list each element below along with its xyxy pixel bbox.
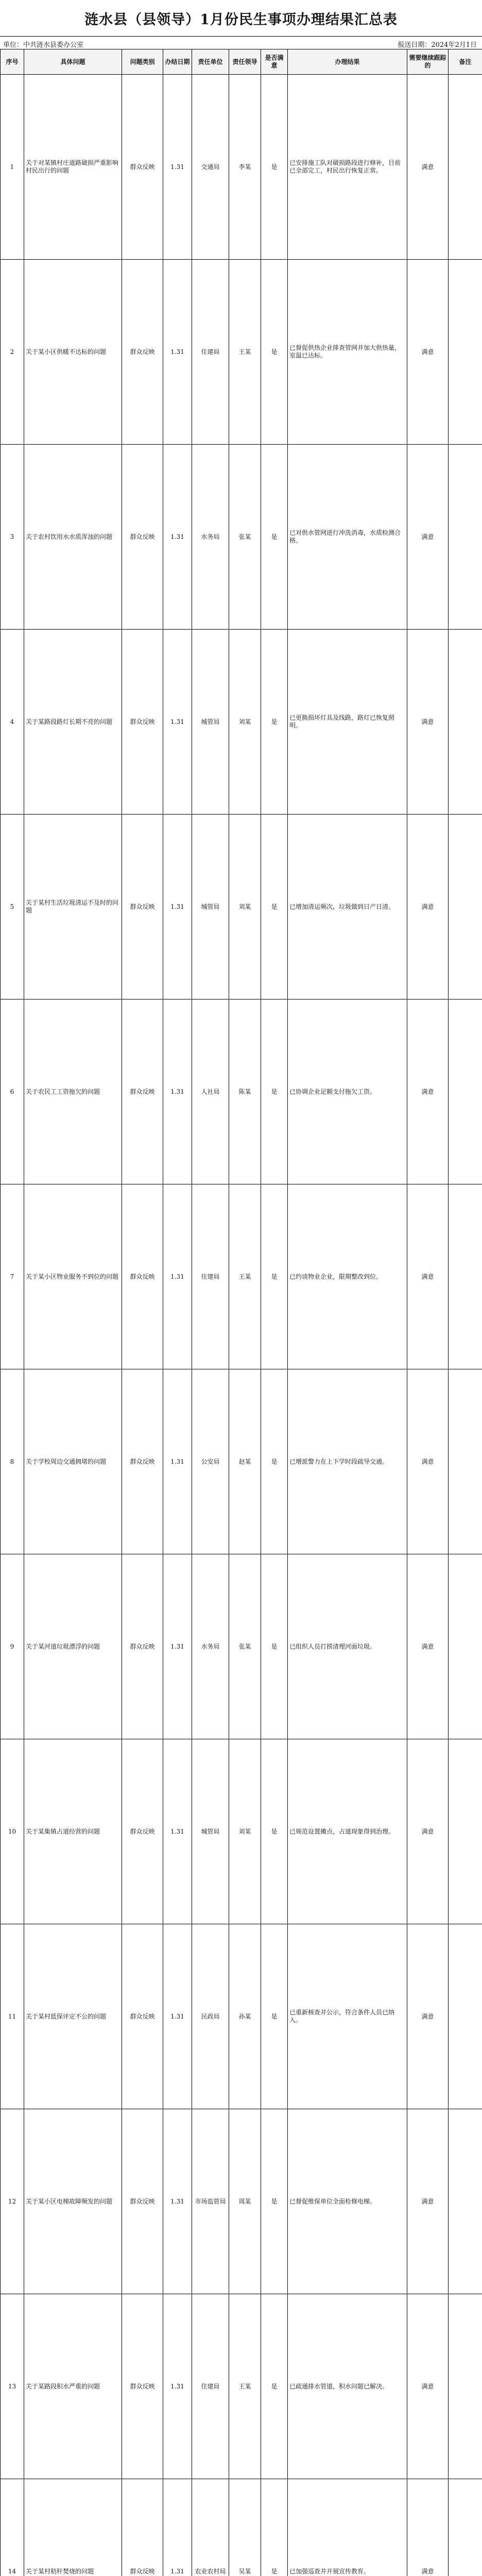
- cell-no: 2: [1, 260, 24, 445]
- cell-leader: 李某: [229, 75, 261, 260]
- cell-note: [449, 1739, 482, 1924]
- cell-category: 群众反映: [122, 1739, 163, 1924]
- cell-issue: 关于某小区物业服务不到位的问题: [24, 1184, 122, 1369]
- cell-ok: 是: [261, 2294, 288, 2479]
- cell-result: 已疏通排水管道，积水问题已解决。: [288, 2294, 407, 2479]
- cell-leader: 王某: [229, 2294, 261, 2479]
- cell-category: 群众反映: [122, 445, 163, 630]
- cell-note: [449, 1184, 482, 1369]
- cell-unit: 交通局: [192, 75, 229, 260]
- table-row: [1, 260, 482, 445]
- cell-unit: 住建局: [192, 260, 229, 445]
- cell-unit: 城管局: [192, 630, 229, 815]
- cell-no: 7: [1, 1184, 24, 1369]
- cell-leader: 王某: [229, 1184, 261, 1369]
- col-header-follow: 需要继续跟踪的: [407, 49, 449, 75]
- table-row: [1, 1369, 482, 1554]
- cell-result: 已约谈物业企业，限期整改到位。: [288, 1184, 407, 1369]
- cell-category: 群众反映: [122, 2479, 163, 2576]
- cell-unit: 住建局: [192, 1184, 229, 1369]
- cell-unit: 城管局: [192, 815, 229, 999]
- cell-no: 5: [1, 815, 24, 999]
- cell-date: 1.31: [163, 260, 192, 445]
- cell-no: 13: [1, 2294, 24, 2479]
- cell-ok: 是: [261, 630, 288, 815]
- unit-label: 单位：中共涟水县委办公室: [3, 41, 84, 49]
- table-row: [1, 2109, 482, 2294]
- cell-issue: 关于某集镇占道经营的问题: [24, 1739, 122, 1924]
- cell-follow: 满意: [407, 75, 449, 260]
- cell-no: 4: [1, 630, 24, 815]
- col-header-issue: 具体问题: [24, 49, 122, 75]
- cell-date: 1.31: [163, 2109, 192, 2294]
- cell-ok: 是: [261, 1369, 288, 1554]
- cell-issue: 关于农民工工资拖欠的问题: [24, 999, 122, 1184]
- report-date-label: 报送日期：: [398, 41, 432, 49]
- cell-note: [449, 815, 482, 999]
- cell-date: 1.31: [163, 630, 192, 815]
- cell-leader: 赵某: [229, 1369, 261, 1554]
- cell-unit: 公安局: [192, 1369, 229, 1554]
- cell-leader: 刘某: [229, 1739, 261, 1924]
- cell-note: [449, 2479, 482, 2576]
- cell-ok: 是: [261, 815, 288, 999]
- col-header-result: 办理结果: [288, 49, 407, 75]
- cell-ok: 是: [261, 75, 288, 260]
- cell-follow: 满意: [407, 2479, 449, 2576]
- cell-no: 1: [1, 75, 24, 260]
- cell-category: 群众反映: [122, 2294, 163, 2479]
- cell-follow: 满意: [407, 260, 449, 445]
- cell-unit: 住建局: [192, 2294, 229, 2479]
- cell-issue: 关于农村饮用水水质浑浊的问题: [24, 445, 122, 630]
- table-header-row: [1, 49, 482, 75]
- cell-result: 已协调企业足额支付拖欠工资。: [288, 999, 407, 1184]
- table-row: [1, 630, 482, 815]
- report-date: [398, 39, 477, 49]
- meta-bar: [0, 36, 482, 49]
- cell-date: 1.31: [163, 1924, 192, 2109]
- table-row: [1, 1739, 482, 1924]
- cell-unit: 民政局: [192, 1924, 229, 2109]
- cell-date: 1.31: [163, 1184, 192, 1369]
- cell-unit: 市场监管局: [192, 2109, 229, 2294]
- cell-category: 群众反映: [122, 1184, 163, 1369]
- cell-result: 已增派警力在上下学时段疏导交通。: [288, 1369, 407, 1554]
- cell-no: 9: [1, 1554, 24, 1739]
- col-header-date: 办结日期: [163, 49, 192, 75]
- table-row: [1, 445, 482, 630]
- cell-issue: 关于某村秸秆焚烧的问题: [24, 2479, 122, 2576]
- cell-note: [449, 445, 482, 630]
- cell-note: [449, 1369, 482, 1554]
- cell-note: [449, 75, 482, 260]
- cell-issue: 关于某路段路灯长期不亮的问题: [24, 630, 122, 815]
- cell-unit: 人社局: [192, 999, 229, 1184]
- cell-no: 8: [1, 1369, 24, 1554]
- cell-category: 群众反映: [122, 1554, 163, 1739]
- cell-unit: 城管局: [192, 1739, 229, 1924]
- cell-leader: 张某: [229, 445, 261, 630]
- cell-date: 1.31: [163, 1554, 192, 1739]
- cell-follow: 满意: [407, 1924, 449, 2109]
- cell-issue: 关于某河道垃圾漂浮的问题: [24, 1554, 122, 1739]
- table-row: [1, 75, 482, 260]
- cell-no: 11: [1, 1924, 24, 2109]
- cell-date: 1.31: [163, 75, 192, 260]
- col-header-leader: 责任领导: [229, 49, 261, 75]
- col-header-note: 备注: [449, 49, 482, 75]
- cell-ok: 是: [261, 2109, 288, 2294]
- cell-leader: 周某: [229, 2109, 261, 2294]
- table-row: [1, 2479, 482, 2576]
- cell-category: 群众反映: [122, 2109, 163, 2294]
- cell-result: 已督促维保单位全面检修电梯。: [288, 2109, 407, 2294]
- cell-ok: 是: [261, 999, 288, 1184]
- cell-leader: 陈某: [229, 999, 261, 1184]
- cell-result: 已安排施工队对破损路段进行修补，目前已全部完工，村民出行恢复正常。: [288, 75, 407, 260]
- table-row: [1, 2294, 482, 2479]
- cell-ok: 是: [261, 1739, 288, 1924]
- col-header-no: 序号: [1, 49, 24, 75]
- results-table: [0, 49, 482, 2576]
- cell-result: 已督促供热企业排查管网并加大供热量，室温已达标。: [288, 260, 407, 445]
- cell-date: 1.31: [163, 999, 192, 1184]
- cell-follow: 满意: [407, 1554, 449, 1739]
- cell-no: 10: [1, 1739, 24, 1924]
- cell-follow: 满意: [407, 445, 449, 630]
- cell-follow: 满意: [407, 1739, 449, 1924]
- cell-issue: 关于对某镇村庄道路破损严重影响村民出行的问题: [24, 75, 122, 260]
- cell-result: 已更换损坏灯具及线路，路灯已恢复照明。: [288, 630, 407, 815]
- table-row: [1, 1184, 482, 1369]
- cell-date: 1.31: [163, 1369, 192, 1554]
- cell-note: [449, 1924, 482, 2109]
- cell-follow: 满意: [407, 1184, 449, 1369]
- cell-ok: 是: [261, 1924, 288, 2109]
- table-body: [1, 75, 482, 2576]
- cell-result: 已增加清运频次，垃圾做到日产日清。: [288, 815, 407, 999]
- cell-unit: 农业农村局: [192, 2479, 229, 2576]
- cell-category: 群众反映: [122, 1369, 163, 1554]
- col-header-category: 问题类别: [122, 49, 163, 75]
- cell-note: [449, 999, 482, 1184]
- cell-category: 群众反映: [122, 630, 163, 815]
- cell-ok: 是: [261, 1554, 288, 1739]
- cell-result: 已加强巡查并开展宣传教育。: [288, 2479, 407, 2576]
- table-row: [1, 1924, 482, 2109]
- cell-no: 6: [1, 999, 24, 1184]
- cell-ok: 是: [261, 260, 288, 445]
- cell-unit: 水务局: [192, 445, 229, 630]
- cell-date: 1.31: [163, 1739, 192, 1924]
- col-header-unit: 责任单位: [192, 49, 229, 75]
- cell-leader: 吴某: [229, 2479, 261, 2576]
- cell-issue: 关于某小区电梯故障频发的问题: [24, 2109, 122, 2294]
- cell-note: [449, 2294, 482, 2479]
- page-title: 涟水县（县领导）1月份民生事项办理结果汇总表: [84, 12, 398, 28]
- cell-note: [449, 1554, 482, 1739]
- cell-leader: 刘某: [229, 630, 261, 815]
- cell-ok: 是: [261, 445, 288, 630]
- cell-issue: 关于某村生活垃圾清运不及时的问题: [24, 815, 122, 999]
- cell-follow: 满意: [407, 630, 449, 815]
- cell-note: [449, 630, 482, 815]
- cell-result: 已规范设置摊点，占道现象得到治理。: [288, 1739, 407, 1924]
- cell-no: 12: [1, 2109, 24, 2294]
- cell-issue: 关于学校周边交通拥堵的问题: [24, 1369, 122, 1554]
- cell-ok: 是: [261, 1184, 288, 1369]
- cell-date: 1.31: [163, 2294, 192, 2479]
- cell-follow: 满意: [407, 2109, 449, 2294]
- cell-leader: 孙某: [229, 1924, 261, 2109]
- cell-leader: 刘某: [229, 815, 261, 999]
- cell-note: [449, 2109, 482, 2294]
- cell-no: 14: [1, 2479, 24, 2576]
- cell-follow: 满意: [407, 2294, 449, 2479]
- table-row: [1, 815, 482, 999]
- cell-leader: 王某: [229, 260, 261, 445]
- cell-date: 1.31: [163, 815, 192, 999]
- cell-date: 1.31: [163, 445, 192, 630]
- col-header-ok: 是否满意: [261, 49, 288, 75]
- cell-result: 已对供水管网进行冲洗消毒，水质检测合格。: [288, 445, 407, 630]
- cell-category: 群众反映: [122, 1924, 163, 2109]
- cell-leader: 张某: [229, 1554, 261, 1739]
- cell-follow: 满意: [407, 815, 449, 999]
- cell-follow: 满意: [407, 1369, 449, 1554]
- table-row: [1, 1554, 482, 1739]
- table-row: [1, 999, 482, 1184]
- cell-follow: 满意: [407, 999, 449, 1184]
- cell-category: 群众反映: [122, 260, 163, 445]
- cell-unit: 水务局: [192, 1554, 229, 1739]
- cell-issue: 关于某小区供暖不达标的问题: [24, 260, 122, 445]
- cell-result: 已组织人员打捞清理河面垃圾。: [288, 1554, 407, 1739]
- cell-result: 已重新核查并公示，符合条件人员已纳入。: [288, 1924, 407, 2109]
- cell-issue: 关于某村低保评定不公的问题: [24, 1924, 122, 2109]
- cell-issue: 关于某路段积水严重的问题: [24, 2294, 122, 2479]
- cell-category: 群众反映: [122, 999, 163, 1184]
- cell-ok: 是: [261, 2479, 288, 2576]
- cell-category: 群众反映: [122, 815, 163, 999]
- cell-note: [449, 260, 482, 445]
- cell-category: 群众反映: [122, 75, 163, 260]
- cell-no: 3: [1, 445, 24, 630]
- report-date-value: 2024年2月1日: [431, 41, 477, 49]
- cell-date: 1.31: [163, 2479, 192, 2576]
